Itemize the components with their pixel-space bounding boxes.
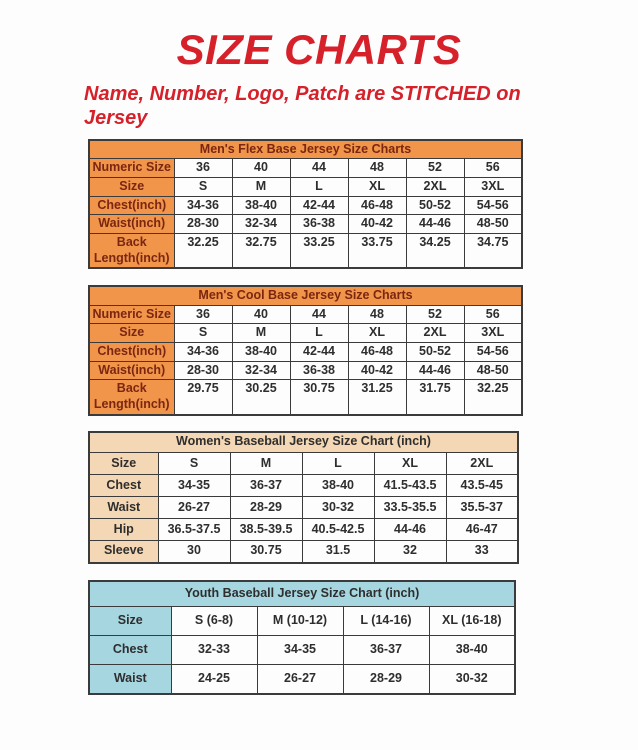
- size-cell: 36-38: [290, 361, 348, 380]
- size-cell: 40: [232, 159, 290, 178]
- row-label: Size: [89, 607, 171, 636]
- size-cell: M (10-12): [257, 607, 343, 636]
- size-cell: 32.75: [232, 233, 290, 268]
- size-cell: 38.5-39.5: [230, 519, 302, 541]
- size-cell: 30-32: [429, 665, 515, 694]
- row-label: Sleeve: [89, 541, 158, 563]
- table-title: Men's Flex Base Jersey Size Charts: [89, 140, 522, 159]
- womens-baseball-size-table: [88, 431, 519, 564]
- table-row: [89, 497, 518, 519]
- size-cell: 42-44: [290, 196, 348, 215]
- size-cell: 34.25: [406, 233, 464, 268]
- size-cell: 36.5-37.5: [158, 519, 230, 541]
- mens-cool-base-size-table: [88, 285, 523, 415]
- size-cell: 33: [446, 541, 518, 563]
- table-row: [89, 453, 518, 475]
- size-cell: 30-32: [302, 497, 374, 519]
- size-cell: 34-35: [257, 636, 343, 665]
- size-cell: M: [230, 453, 302, 475]
- size-cell: 38-40: [429, 636, 515, 665]
- size-cell: S: [174, 324, 232, 343]
- size-cell: 40-42: [348, 215, 406, 234]
- row-label: Waist(inch): [89, 361, 174, 380]
- size-cell: 34-35: [158, 475, 230, 497]
- table-row: [89, 305, 522, 324]
- size-cell: 29.75: [174, 380, 232, 415]
- size-cell: 40-42: [348, 361, 406, 380]
- size-cell: 32-33: [171, 636, 257, 665]
- row-label: Numeric Size: [89, 159, 174, 178]
- size-cell: XL (16-18): [429, 607, 515, 636]
- table-row: [89, 475, 518, 497]
- youth-baseball-size-table: [88, 580, 516, 695]
- row-label: Chest(inch): [89, 343, 174, 362]
- size-cell: 2XL: [406, 324, 464, 343]
- size-cell: L: [302, 453, 374, 475]
- size-cell: 32.25: [464, 380, 522, 415]
- size-cell: 30.75: [230, 541, 302, 563]
- row-label: Size: [89, 453, 158, 475]
- size-cell: 3XL: [464, 178, 522, 197]
- table-row: [89, 215, 522, 234]
- size-cell: S (6-8): [171, 607, 257, 636]
- size-cell: L: [290, 324, 348, 343]
- table-row: [89, 196, 522, 215]
- size-cell: 28-29: [343, 665, 429, 694]
- table-row: [89, 665, 515, 694]
- size-cell: 31.25: [348, 380, 406, 415]
- size-cell: L: [290, 178, 348, 197]
- size-cell: 33.25: [290, 233, 348, 268]
- size-cell: 30.75: [290, 380, 348, 415]
- size-cell: 32-34: [232, 361, 290, 380]
- table-title-row: [89, 432, 518, 453]
- size-cell: 50-52: [406, 343, 464, 362]
- size-cell: 34.75: [464, 233, 522, 268]
- size-cell: 56: [464, 305, 522, 324]
- size-cell: 33.75: [348, 233, 406, 268]
- size-cell: 28-30: [174, 215, 232, 234]
- size-cell: 44-46: [374, 519, 446, 541]
- size-cell: 44: [290, 159, 348, 178]
- size-cell: 36: [174, 305, 232, 324]
- size-cell: M: [232, 324, 290, 343]
- size-cell: 52: [406, 159, 464, 178]
- size-cell: 44-46: [406, 361, 464, 380]
- size-cell: 34-36: [174, 196, 232, 215]
- size-cell: 54-56: [464, 196, 522, 215]
- size-cell: 44-46: [406, 215, 464, 234]
- table-row: [89, 607, 515, 636]
- size-cell: 3XL: [464, 324, 522, 343]
- table-row: [89, 324, 522, 343]
- size-cell: 36-38: [290, 215, 348, 234]
- table-row: [89, 361, 522, 380]
- size-cell: 36-37: [343, 636, 429, 665]
- size-cell: 46-48: [348, 196, 406, 215]
- size-cell: L (14-16): [343, 607, 429, 636]
- size-cell: 46-48: [348, 343, 406, 362]
- size-cell: 50-52: [406, 196, 464, 215]
- table-row: [89, 178, 522, 197]
- page-title: SIZE CHARTS: [176, 26, 462, 73]
- row-label: Size: [89, 178, 174, 197]
- table-row: [89, 233, 522, 268]
- page-subtitle: Name, Number, Logo, Patch are STITCHED on Jersey: [84, 83, 521, 130]
- size-cell: 36-37: [230, 475, 302, 497]
- size-cell: 38-40: [232, 343, 290, 362]
- size-cell: 43.5-45: [446, 475, 518, 497]
- row-label: Back Length(inch): [89, 380, 174, 415]
- size-cell: 31.75: [406, 380, 464, 415]
- size-cell: 2XL: [446, 453, 518, 475]
- size-cell: 34-36: [174, 343, 232, 362]
- size-cell: 32-34: [232, 215, 290, 234]
- size-cell: 48-50: [464, 215, 522, 234]
- row-label: Chest(inch): [89, 196, 174, 215]
- row-label: Hip: [89, 519, 158, 541]
- size-cell: 40: [232, 305, 290, 324]
- mens-flex-base-size-table: [88, 139, 523, 269]
- size-cell: 30: [158, 541, 230, 563]
- size-cell: 28-30: [174, 361, 232, 380]
- size-cell: 32: [374, 541, 446, 563]
- size-cell: 28-29: [230, 497, 302, 519]
- size-cell: 52: [406, 305, 464, 324]
- size-cell: 26-27: [257, 665, 343, 694]
- size-cell: 2XL: [406, 178, 464, 197]
- row-label: Numeric Size: [89, 305, 174, 324]
- row-label: Waist(inch): [89, 215, 174, 234]
- table-title-row: [89, 581, 515, 607]
- size-cell: 35.5-37: [446, 497, 518, 519]
- size-cell: 36: [174, 159, 232, 178]
- row-label: Chest: [89, 636, 171, 665]
- size-cell: 48: [348, 305, 406, 324]
- row-label: Back Length(inch): [89, 233, 174, 268]
- size-cell: 30.25: [232, 380, 290, 415]
- size-cell: XL: [348, 178, 406, 197]
- size-cell: 46-47: [446, 519, 518, 541]
- size-cell: 38-40: [302, 475, 374, 497]
- table-title: Men's Cool Base Jersey Size Charts: [89, 286, 522, 305]
- size-cell: 48-50: [464, 361, 522, 380]
- size-cell: S: [174, 178, 232, 197]
- size-cell: 26-27: [158, 497, 230, 519]
- size-cell: 56: [464, 159, 522, 178]
- size-cell: XL: [348, 324, 406, 343]
- row-label: Chest: [89, 475, 158, 497]
- table-title: Women's Baseball Jersey Size Chart (inch): [89, 432, 518, 453]
- table-row: [89, 541, 518, 563]
- table-row: [89, 519, 518, 541]
- size-cell: S: [158, 453, 230, 475]
- size-cell: 41.5-43.5: [374, 475, 446, 497]
- table-row: [89, 159, 522, 178]
- table-row: [89, 380, 522, 415]
- table-title: Youth Baseball Jersey Size Chart (inch): [89, 581, 515, 607]
- size-cell: 48: [348, 159, 406, 178]
- table-title-row: [89, 140, 522, 159]
- row-label: Waist: [89, 665, 171, 694]
- size-cell: 32.25: [174, 233, 232, 268]
- row-label: Size: [89, 324, 174, 343]
- size-cell: 31.5: [302, 541, 374, 563]
- size-cell: 42-44: [290, 343, 348, 362]
- size-cell: 54-56: [464, 343, 522, 362]
- size-cell: 38-40: [232, 196, 290, 215]
- table-title-row: [89, 286, 522, 305]
- size-cell: 33.5-35.5: [374, 497, 446, 519]
- size-cell: XL: [374, 453, 446, 475]
- row-label: Waist: [89, 497, 158, 519]
- size-cell: 40.5-42.5: [302, 519, 374, 541]
- table-row: [89, 636, 515, 665]
- table-row: [89, 343, 522, 362]
- size-cell: 44: [290, 305, 348, 324]
- size-cell: M: [232, 178, 290, 197]
- size-cell: 24-25: [171, 665, 257, 694]
